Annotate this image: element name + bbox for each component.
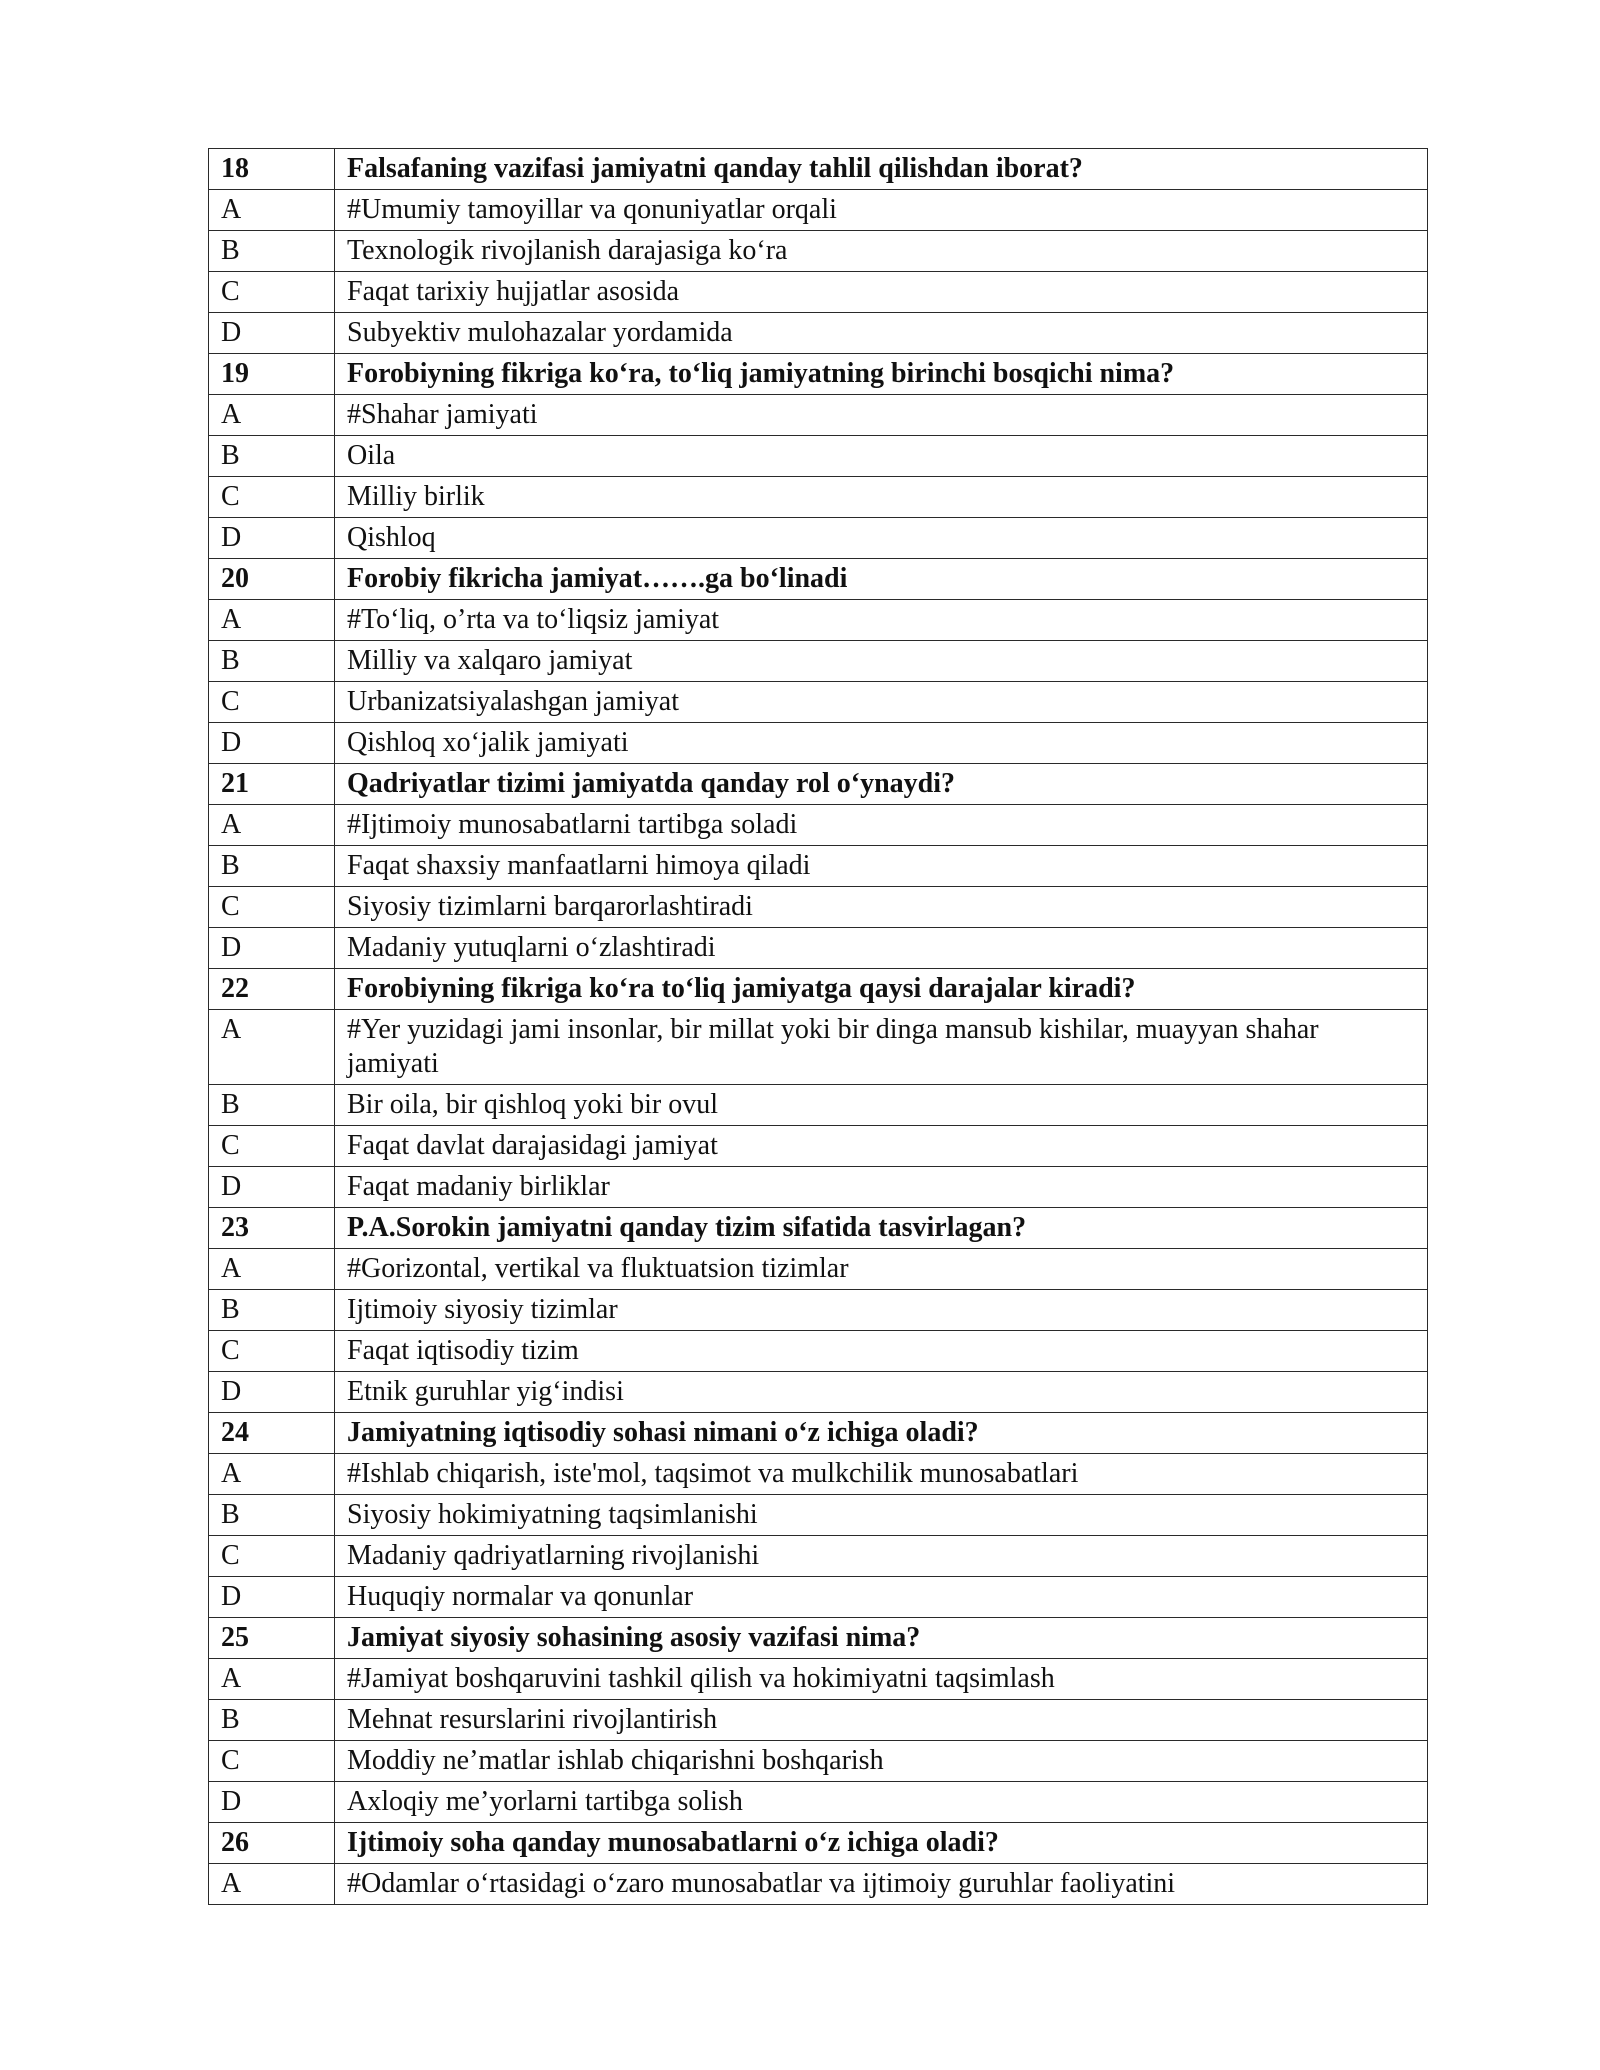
- option-row: [209, 190, 1428, 231]
- option-letter: B: [209, 1290, 335, 1331]
- option-letter: A: [209, 1249, 335, 1290]
- option-row: [209, 1167, 1428, 1208]
- question-text: Forobiy fikricha jamiyat…….ga bo‘linadi: [335, 559, 1428, 600]
- option-row: [209, 313, 1428, 354]
- option-text: Qishloq xo‘jalik jamiyati: [335, 723, 1428, 764]
- option-row: [209, 272, 1428, 313]
- option-letter: C: [209, 477, 335, 518]
- option-letter: A: [209, 805, 335, 846]
- option-letter: D: [209, 1782, 335, 1823]
- option-row: [209, 805, 1428, 846]
- question-text: Qadriyatlar tizimi jamiyatda qanday rol o‘ynaydi?: [335, 764, 1428, 805]
- option-letter: A: [209, 395, 335, 436]
- question-number: 20: [209, 559, 335, 600]
- option-letter: D: [209, 1577, 335, 1618]
- option-text: #Umumiy tamoyillar va qonuniyatlar orqali: [335, 190, 1428, 231]
- option-row: [209, 1331, 1428, 1372]
- option-text: Madaniy qadriyatlarning rivojlanishi: [335, 1536, 1428, 1577]
- question-row: [209, 1823, 1428, 1864]
- option-letter: B: [209, 1495, 335, 1536]
- question-number: 19: [209, 354, 335, 395]
- option-letter: B: [209, 231, 335, 272]
- option-text: Axloqiy me’yorlarni tartibga solish: [335, 1782, 1428, 1823]
- question-text: Jamiyatning iqtisodiy sohasi nimani o‘z ichiga oladi?: [335, 1413, 1428, 1454]
- option-text: #Odamlar o‘rtasidagi o‘zaro munosabatlar va ijtimoiy guruhlar faoliyatini: [335, 1864, 1428, 1905]
- option-text: Faqat iqtisodiy tizim: [335, 1331, 1428, 1372]
- option-letter: A: [209, 1659, 335, 1700]
- option-row: [209, 1249, 1428, 1290]
- option-letter: A: [209, 600, 335, 641]
- option-row: [209, 1700, 1428, 1741]
- option-row: [209, 1495, 1428, 1536]
- option-letter: A: [209, 1864, 335, 1905]
- option-letter: B: [209, 1085, 335, 1126]
- question-row: [209, 764, 1428, 805]
- option-row: [209, 1372, 1428, 1413]
- option-row: [209, 1290, 1428, 1331]
- option-letter: C: [209, 1741, 335, 1782]
- option-row: [209, 641, 1428, 682]
- option-text: Madaniy yutuqlarni o‘zlashtiradi: [335, 928, 1428, 969]
- option-row: [209, 1126, 1428, 1167]
- option-row: [209, 682, 1428, 723]
- option-row: [209, 928, 1428, 969]
- quiz-table-body: [209, 149, 1428, 1905]
- option-row: [209, 1659, 1428, 1700]
- question-row: [209, 1618, 1428, 1659]
- option-text: #Gorizontal, vertikal va fluktuatsion tizimlar: [335, 1249, 1428, 1290]
- question-text: Ijtimoiy soha qanday munosabatlarni o‘z ichiga oladi?: [335, 1823, 1428, 1864]
- option-text: Huquqiy normalar va qonunlar: [335, 1577, 1428, 1618]
- option-text: Faqat shaxsiy manfaatlarni himoya qiladi: [335, 846, 1428, 887]
- option-text: Oila: [335, 436, 1428, 477]
- option-text: #Ishlab chiqarish, iste'mol, taqsimot va mulkchilik munosabatlari: [335, 1454, 1428, 1495]
- option-row: [209, 1085, 1428, 1126]
- question-row: [209, 1208, 1428, 1249]
- option-text: #Shahar jamiyati: [335, 395, 1428, 436]
- option-letter: A: [209, 190, 335, 231]
- question-number: 26: [209, 1823, 335, 1864]
- question-text: Falsafaning vazifasi jamiyatni qanday tahlil qilishdan iborat?: [335, 149, 1428, 190]
- option-text: Faqat tarixiy hujjatlar asosida: [335, 272, 1428, 313]
- question-text: Forobiyning fikriga ko‘ra to‘liq jamiyatga qaysi darajalar kiradi?: [335, 969, 1428, 1010]
- option-text: #Jamiyat boshqaruvini tashkil qilish va hokimiyatni taqsimlash: [335, 1659, 1428, 1700]
- option-letter: D: [209, 1167, 335, 1208]
- question-text: P.A.Sorokin jamiyatni qanday tizim sifatida tasvirlagan?: [335, 1208, 1428, 1249]
- option-text: Siyosiy tizimlarni barqarorlashtiradi: [335, 887, 1428, 928]
- option-letter: C: [209, 682, 335, 723]
- option-letter: B: [209, 846, 335, 887]
- question-number: 18: [209, 149, 335, 190]
- question-number: 21: [209, 764, 335, 805]
- option-text: Faqat davlat darajasidagi jamiyat: [335, 1126, 1428, 1167]
- option-row: [209, 436, 1428, 477]
- option-letter: C: [209, 887, 335, 928]
- option-letter: B: [209, 641, 335, 682]
- option-row: [209, 1741, 1428, 1782]
- option-text: #To‘liq, o’rta va to‘liqsiz jamiyat: [335, 600, 1428, 641]
- question-row: [209, 969, 1428, 1010]
- option-text: Mehnat resurslarini rivojlantirish: [335, 1700, 1428, 1741]
- option-letter: C: [209, 1126, 335, 1167]
- option-text: Siyosiy hokimiyatning taqsimlanishi: [335, 1495, 1428, 1536]
- option-text: Ijtimoiy siyosiy tizimlar: [335, 1290, 1428, 1331]
- option-letter: C: [209, 1536, 335, 1577]
- option-letter: D: [209, 723, 335, 764]
- option-letter: D: [209, 1372, 335, 1413]
- question-row: [209, 149, 1428, 190]
- option-row: [209, 600, 1428, 641]
- question-row: [209, 559, 1428, 600]
- option-letter: A: [209, 1010, 335, 1085]
- option-text: #Yer yuzidagi jami insonlar, bir millat yoki bir dinga mansub kishilar, muayyan shahar jamiyati: [335, 1010, 1428, 1085]
- option-row: [209, 723, 1428, 764]
- option-row: [209, 395, 1428, 436]
- quiz-table: [208, 148, 1428, 1905]
- option-text: #Ijtimoiy munosabatlarni tartibga soladi: [335, 805, 1428, 846]
- option-letter: D: [209, 313, 335, 354]
- question-number: 25: [209, 1618, 335, 1659]
- option-text: Urbanizatsiyalashgan jamiyat: [335, 682, 1428, 723]
- question-row: [209, 354, 1428, 395]
- option-text: Texnologik rivojlanish darajasiga ko‘ra: [335, 231, 1428, 272]
- question-number: 22: [209, 969, 335, 1010]
- option-row: [209, 477, 1428, 518]
- option-text: Bir oila, bir qishloq yoki bir ovul: [335, 1085, 1428, 1126]
- option-row: [209, 1782, 1428, 1823]
- option-letter: B: [209, 1700, 335, 1741]
- option-row: [209, 887, 1428, 928]
- option-row: [209, 1010, 1428, 1085]
- option-letter: A: [209, 1454, 335, 1495]
- question-text: Jamiyat siyosiy sohasining asosiy vazifasi nima?: [335, 1618, 1428, 1659]
- option-row: [209, 231, 1428, 272]
- option-text: Qishloq: [335, 518, 1428, 559]
- option-row: [209, 1536, 1428, 1577]
- option-letter: D: [209, 518, 335, 559]
- question-text: Forobiyning fikriga ko‘ra, to‘liq jamiyatning birinchi bosqichi nima?: [335, 354, 1428, 395]
- option-text: Milliy va xalqaro jamiyat: [335, 641, 1428, 682]
- option-row: [209, 1454, 1428, 1495]
- option-row: [209, 1864, 1428, 1905]
- question-number: 23: [209, 1208, 335, 1249]
- option-text: Moddiy ne’matlar ishlab chiqarishni boshqarish: [335, 1741, 1428, 1782]
- question-row: [209, 1413, 1428, 1454]
- option-letter: C: [209, 1331, 335, 1372]
- option-text: Faqat madaniy birliklar: [335, 1167, 1428, 1208]
- option-letter: D: [209, 928, 335, 969]
- question-number: 24: [209, 1413, 335, 1454]
- option-letter: C: [209, 272, 335, 313]
- option-row: [209, 1577, 1428, 1618]
- option-row: [209, 846, 1428, 887]
- option-text: Subyektiv mulohazalar yordamida: [335, 313, 1428, 354]
- option-text: Milliy birlik: [335, 477, 1428, 518]
- option-row: [209, 518, 1428, 559]
- option-text: Etnik guruhlar yig‘indisi: [335, 1372, 1428, 1413]
- option-letter: B: [209, 436, 335, 477]
